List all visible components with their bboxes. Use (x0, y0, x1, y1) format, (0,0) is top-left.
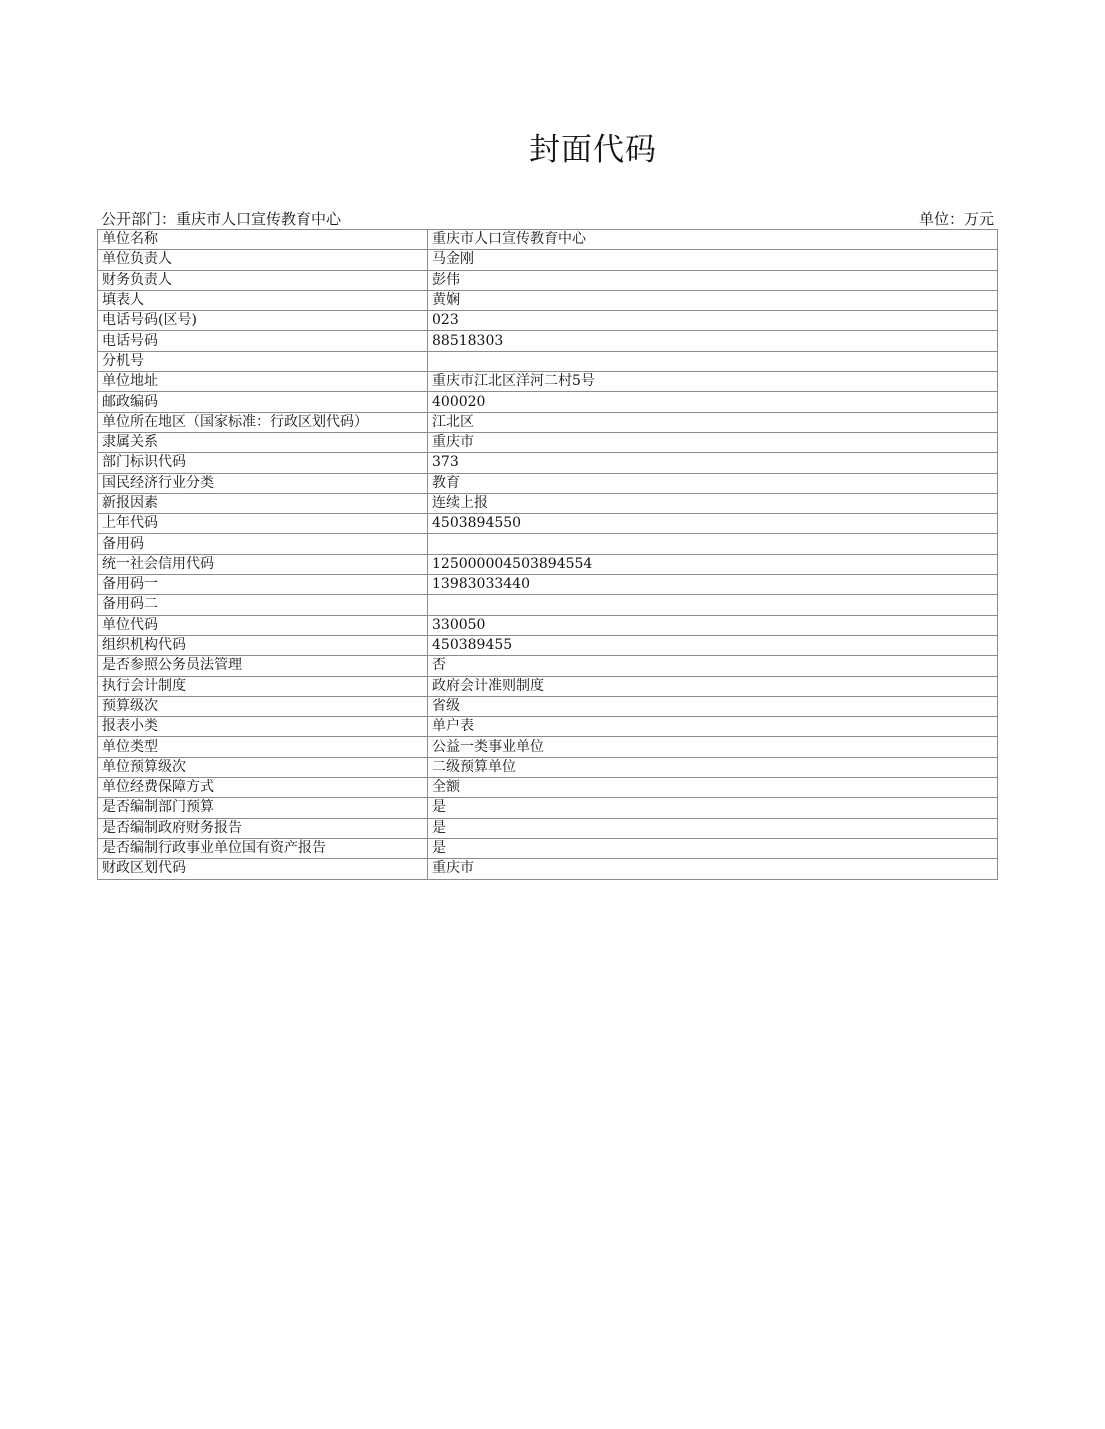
row-value: 全额 (428, 778, 998, 798)
table-row (98, 798, 998, 818)
row-value (428, 351, 998, 371)
row-value: 重庆市 (428, 432, 998, 452)
row-label: 新报因素 (98, 493, 428, 513)
department-line: 公开部门：重庆市人口宣传教育中心 (101, 210, 342, 228)
row-label: 执行会计制度 (98, 676, 428, 696)
row-label: 财政区划代码 (98, 859, 428, 879)
table-row (98, 757, 998, 777)
cover-code-table-body (98, 230, 998, 880)
row-value: 450389455 (428, 635, 998, 655)
row-label: 单位所在地区（国家标准：行政区划代码） (98, 412, 428, 432)
table-row (98, 575, 998, 595)
row-value: 彭伟 (428, 270, 998, 290)
table-row (98, 270, 998, 290)
row-value: 否 (428, 656, 998, 676)
row-label: 单位代码 (98, 615, 428, 635)
table-row (98, 818, 998, 838)
row-label: 隶属关系 (98, 432, 428, 452)
table-row (98, 311, 998, 331)
table-row (98, 635, 998, 655)
row-label: 国民经济行业分类 (98, 473, 428, 493)
table-row (98, 615, 998, 635)
row-label: 是否编制部门预算 (98, 798, 428, 818)
table-row (98, 230, 998, 250)
cover-code-table (97, 229, 998, 880)
row-value: 是 (428, 838, 998, 858)
row-label: 分机号 (98, 351, 428, 371)
table-row (98, 595, 998, 615)
row-value: 023 (428, 311, 998, 331)
row-value: 重庆市江北区洋河二村5号 (428, 372, 998, 392)
row-value: 330050 (428, 615, 998, 635)
row-label: 单位预算级次 (98, 757, 428, 777)
row-label: 部门标识代码 (98, 453, 428, 473)
document-meta-row (101, 209, 994, 229)
row-value: 马金刚 (428, 250, 998, 270)
table-row (98, 554, 998, 574)
row-label: 组织机构代码 (98, 635, 428, 655)
row-label: 电话号码 (98, 331, 428, 351)
row-value: 政府会计准则制度 (428, 676, 998, 696)
table-row (98, 676, 998, 696)
table-row (98, 372, 998, 392)
row-label: 是否编制行政事业单位国有资产报告 (98, 838, 428, 858)
row-label: 上年代码 (98, 514, 428, 534)
row-label: 单位类型 (98, 737, 428, 757)
row-label: 备用码一 (98, 575, 428, 595)
row-value: 13983033440 (428, 575, 998, 595)
row-value: 88518303 (428, 331, 998, 351)
row-value: 连续上报 (428, 493, 998, 513)
row-value (428, 595, 998, 615)
table-row (98, 432, 998, 452)
row-label: 填表人 (98, 290, 428, 310)
row-label: 邮政编码 (98, 392, 428, 412)
table-row (98, 859, 998, 879)
row-value: 江北区 (428, 412, 998, 432)
table-row (98, 250, 998, 270)
row-label: 单位经费保障方式 (98, 778, 428, 798)
row-value: 125000004503894554 (428, 554, 998, 574)
row-value: 黄娴 (428, 290, 998, 310)
row-label: 报表小类 (98, 717, 428, 737)
table-row (98, 331, 998, 351)
row-value: 重庆市人口宣传教育中心 (428, 230, 998, 250)
row-label: 备用码 (98, 534, 428, 554)
table-row (98, 737, 998, 757)
row-label: 是否编制政府财务报告 (98, 818, 428, 838)
table-row (98, 392, 998, 412)
row-label: 预算级次 (98, 696, 428, 716)
table-row (98, 534, 998, 554)
row-value: 373 (428, 453, 998, 473)
row-value: 重庆市 (428, 859, 998, 879)
table-row (98, 717, 998, 737)
table-row (98, 838, 998, 858)
row-value: 是 (428, 818, 998, 838)
row-label: 备用码二 (98, 595, 428, 615)
table-row (98, 656, 998, 676)
row-label: 是否参照公务员法管理 (98, 656, 428, 676)
table-row (98, 514, 998, 534)
table-row (98, 351, 998, 371)
row-label: 统一社会信用代码 (98, 554, 428, 574)
table-row (98, 290, 998, 310)
table-row (98, 473, 998, 493)
row-label: 单位名称 (98, 230, 428, 250)
row-label: 单位地址 (98, 372, 428, 392)
row-value: 是 (428, 798, 998, 818)
row-value: 400020 (428, 392, 998, 412)
table-row (98, 696, 998, 716)
table-row (98, 412, 998, 432)
row-label: 单位负责人 (98, 250, 428, 270)
table-row (98, 453, 998, 473)
row-value: 二级预算单位 (428, 757, 998, 777)
row-value: 公益一类事业单位 (428, 737, 998, 757)
row-label: 电话号码(区号) (98, 311, 428, 331)
row-value: 教育 (428, 473, 998, 493)
row-value (428, 534, 998, 554)
unit-line: 单位：万元 (918, 210, 994, 228)
table-row (98, 493, 998, 513)
page-title: 封面代码 (529, 132, 657, 168)
table-row (98, 778, 998, 798)
row-value: 4503894550 (428, 514, 998, 534)
row-value: 省级 (428, 696, 998, 716)
row-value: 单户表 (428, 717, 998, 737)
row-label: 财务负责人 (98, 270, 428, 290)
